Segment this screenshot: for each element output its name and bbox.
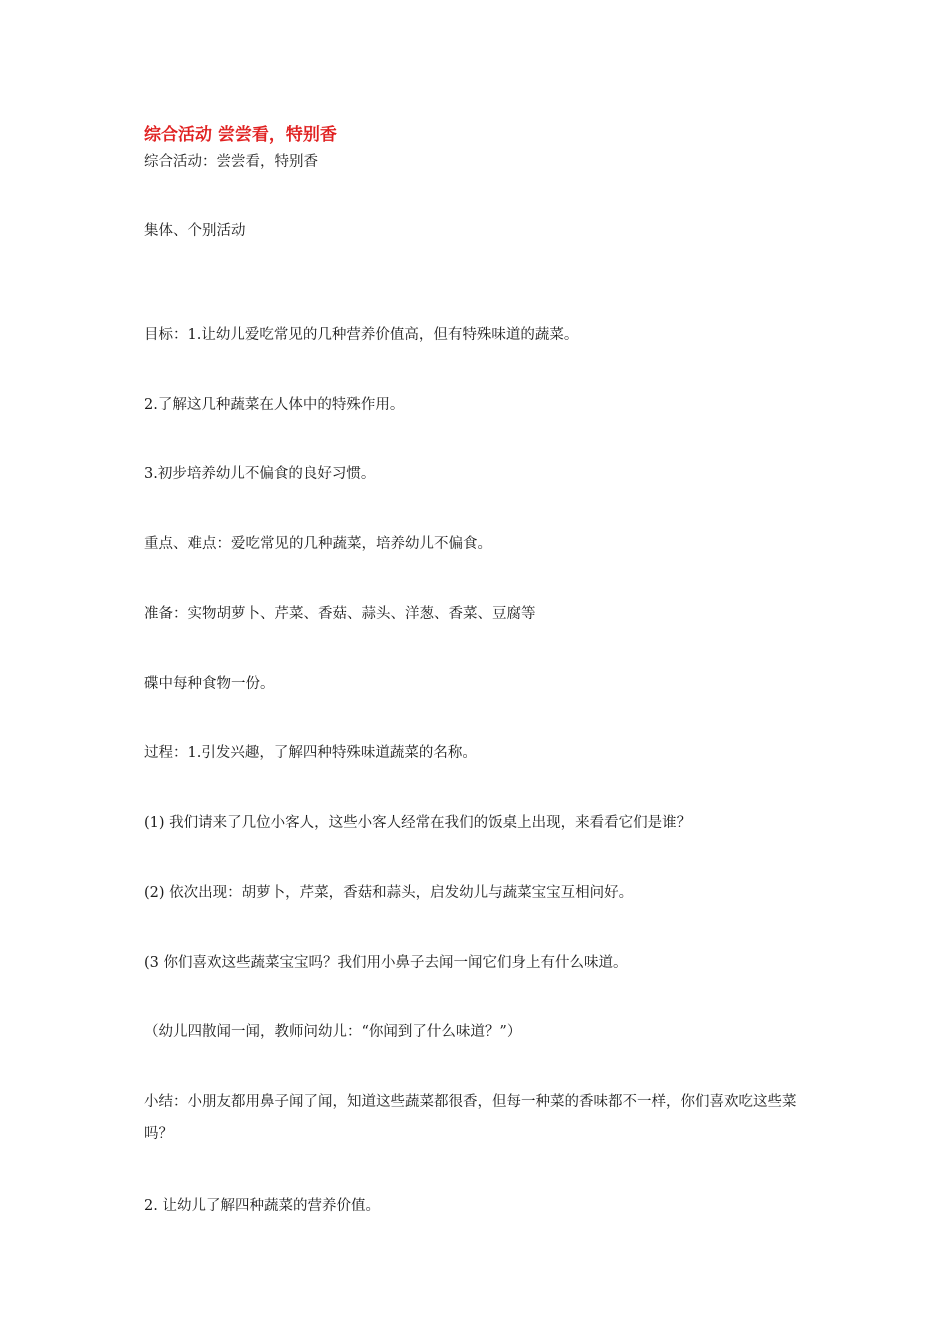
process-summary: 小结：小朋友都用鼻子闻了闻，知道这些蔬菜都很香，但每一种菜的香味都不一样，你们喜欢吃这些菜吗？ (144, 1094, 797, 1142)
process-step-2: 2. 让幼儿了解四种蔬菜的营养价值。 (144, 1198, 380, 1214)
goal-2: 2.了解这几种蔬菜在人体中的特殊作用。 (144, 397, 405, 413)
process-step-1: 过程：1.引发兴趣，了解四种特殊味道蔬菜的名称。 (144, 745, 477, 761)
preparation-line-2: 碟中每种食物一份。 (144, 676, 275, 692)
process-note: （幼儿四散闻一闻，教师问幼儿：“你闻到了什么味道？”） (144, 1024, 522, 1040)
preparation-line-1: 准备：实物胡萝卜、芹菜、香菇、蒜头、洋葱、香菜、豆腐等 (144, 606, 536, 622)
key-points: 重点、难点：爱吃常见的几种蔬菜，培养幼儿不偏食。 (144, 536, 492, 552)
document-subtitle: 综合活动：尝尝看，特别香 (144, 154, 318, 170)
process-item-3: (3 你们喜欢这些蔬菜宝宝吗？我们用小鼻子去闻一闻它们身上有什么味道。 (144, 955, 628, 971)
process-item-2: (2) 依次出现：胡萝卜，芹菜，香菇和蒜头，启发幼儿与蔬菜宝宝互相问好。 (144, 885, 634, 901)
goal-3: 3.初步培养幼儿不偏食的良好习惯。 (144, 466, 376, 482)
document-title: 综合活动 尝尝看，特别香 (144, 125, 337, 145)
activity-type: 集体、个别活动 (144, 223, 246, 239)
goal-1: 目标：1.让幼儿爱吃常见的几种营养价值高，但有特殊味道的蔬菜。 (144, 327, 579, 343)
process-item-1: (1) 我们请来了几位小客人，这些小客人经常在我们的饭桌上出现，来看看它们是谁？ (144, 815, 692, 831)
